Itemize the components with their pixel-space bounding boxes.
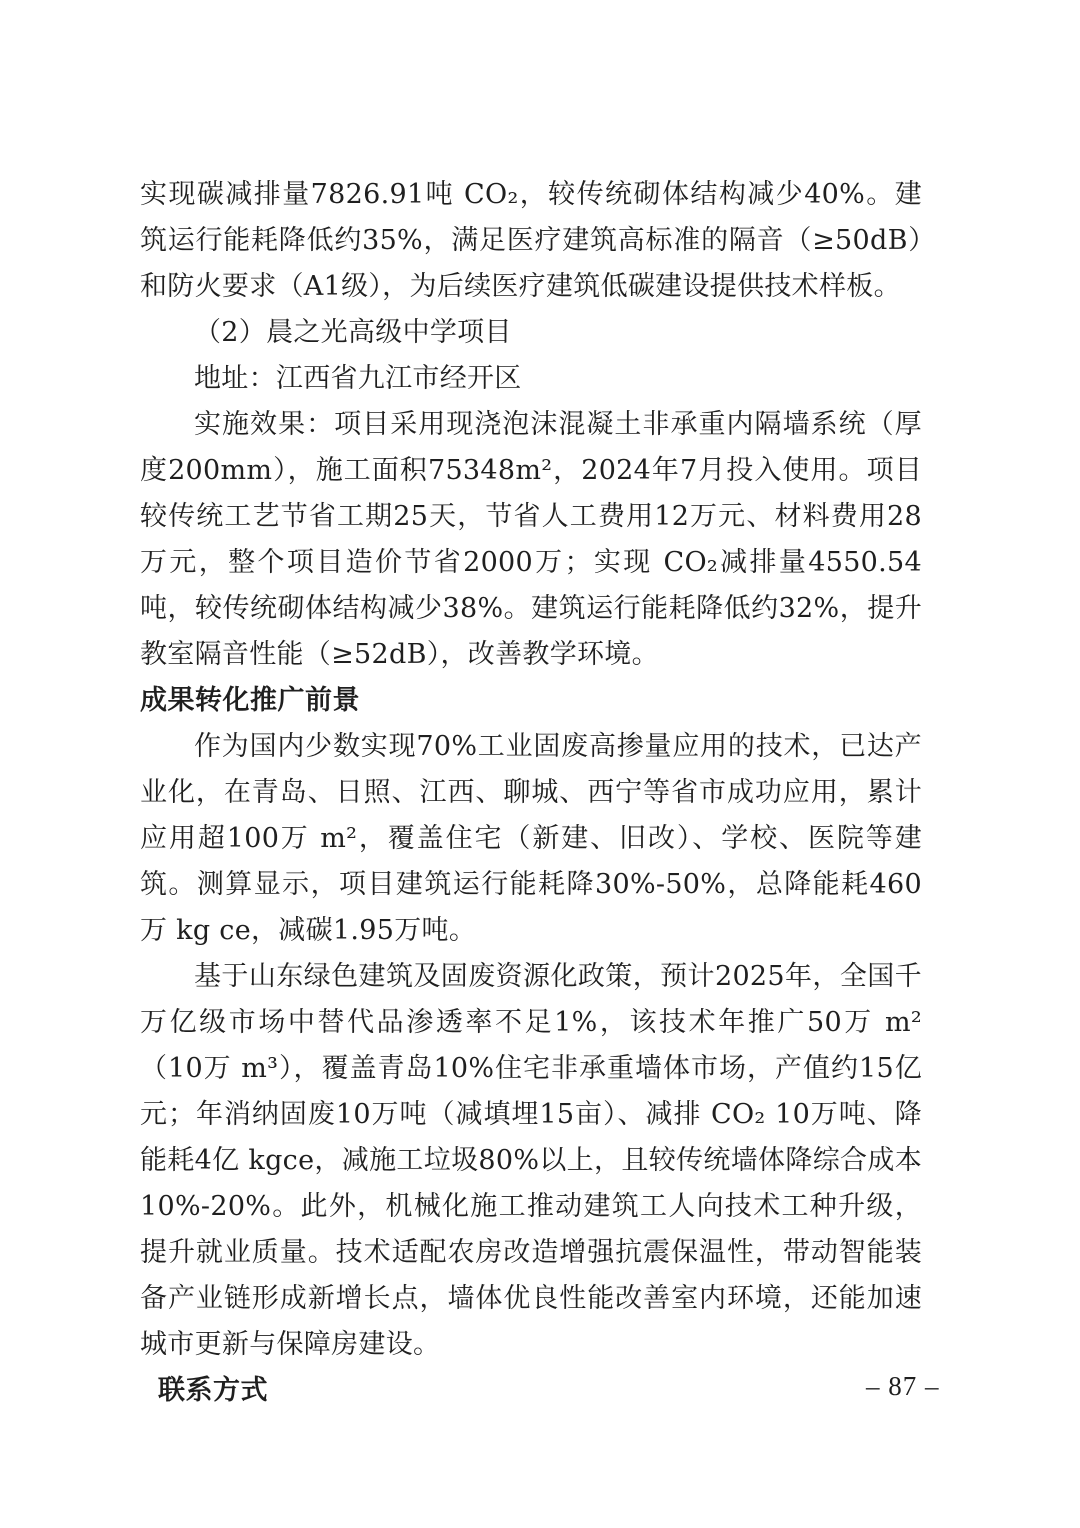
section-heading-promotion-prospects: 成果转化推广前景	[140, 685, 360, 716]
project-address: 地址：江西省九江市经开区	[194, 363, 522, 394]
page-content	[140, 172, 922, 1414]
paragraph-implementation-effect: 实施效果：项目采用现浇泡沫混凝土非承重内隔墙系统（厚度200mm），施工面积75348m²，2024年7月投入使用。项目较传统工艺节省工期25天，节省人工费用12万元、材料费用28万元，整个项目造价节省2000万；实现 CO₂减排量4550.54吨，较传统砌体结构减少38%。建筑运行能耗降低约32%，提升教室隔音性能（≥52dB），改善教学环境。	[140, 409, 922, 670]
paragraph-carbon-reduction-summary: 实现碳减排量7826.91吨 CO₂，较传统砌体结构减少40%。建筑运行能耗降低约35%，满足医疗建筑高标准的隔音（≥50dB）和防火要求（A1级），为后续医疗建筑低碳建设提供技术样板。	[140, 179, 922, 302]
page-number: – 87 –	[866, 1371, 940, 1401]
section-heading-contact: 联系方式	[158, 1375, 268, 1406]
project-title: （2）晨之光高级中学项目	[194, 317, 512, 348]
paragraph-industrialization: 作为国内少数实现70%工业固废高掺量应用的技术，已达产业化，在青岛、日照、江西、聊城、西宁等省市成功应用，累计应用超100万 m²，覆盖住宅（新建、旧改）、学校、医院等建筑。测算显示，项目建筑运行能耗降30%-50%，总降能耗460万 kg ce，减碳1.95万吨。	[140, 731, 922, 946]
paragraph-market-outlook: 基于山东绿色建筑及固废资源化政策，预计2025年，全国千万亿级市场中替代品渗透率不足1%，该技术年推广50万 m²（10万 m³），覆盖青岛10%住宅非承重墙体市场，产值约15亿元；年消纳固废10万吨（减填埋15亩）、减排 CO₂ 10万吨、降能耗4亿 kgce，减施工垃圾80%以上，且较传统墙体降综合成本10%-20%。此外，机械化施工推动建筑工人向技术工种升级，提升就业质量。技术适配农房改造增强抗震保温性，带动智能装备产业链形成新增长点，墙体优良性能改善室内环境，还能加速城市更新与保障房建设。	[140, 961, 922, 1360]
